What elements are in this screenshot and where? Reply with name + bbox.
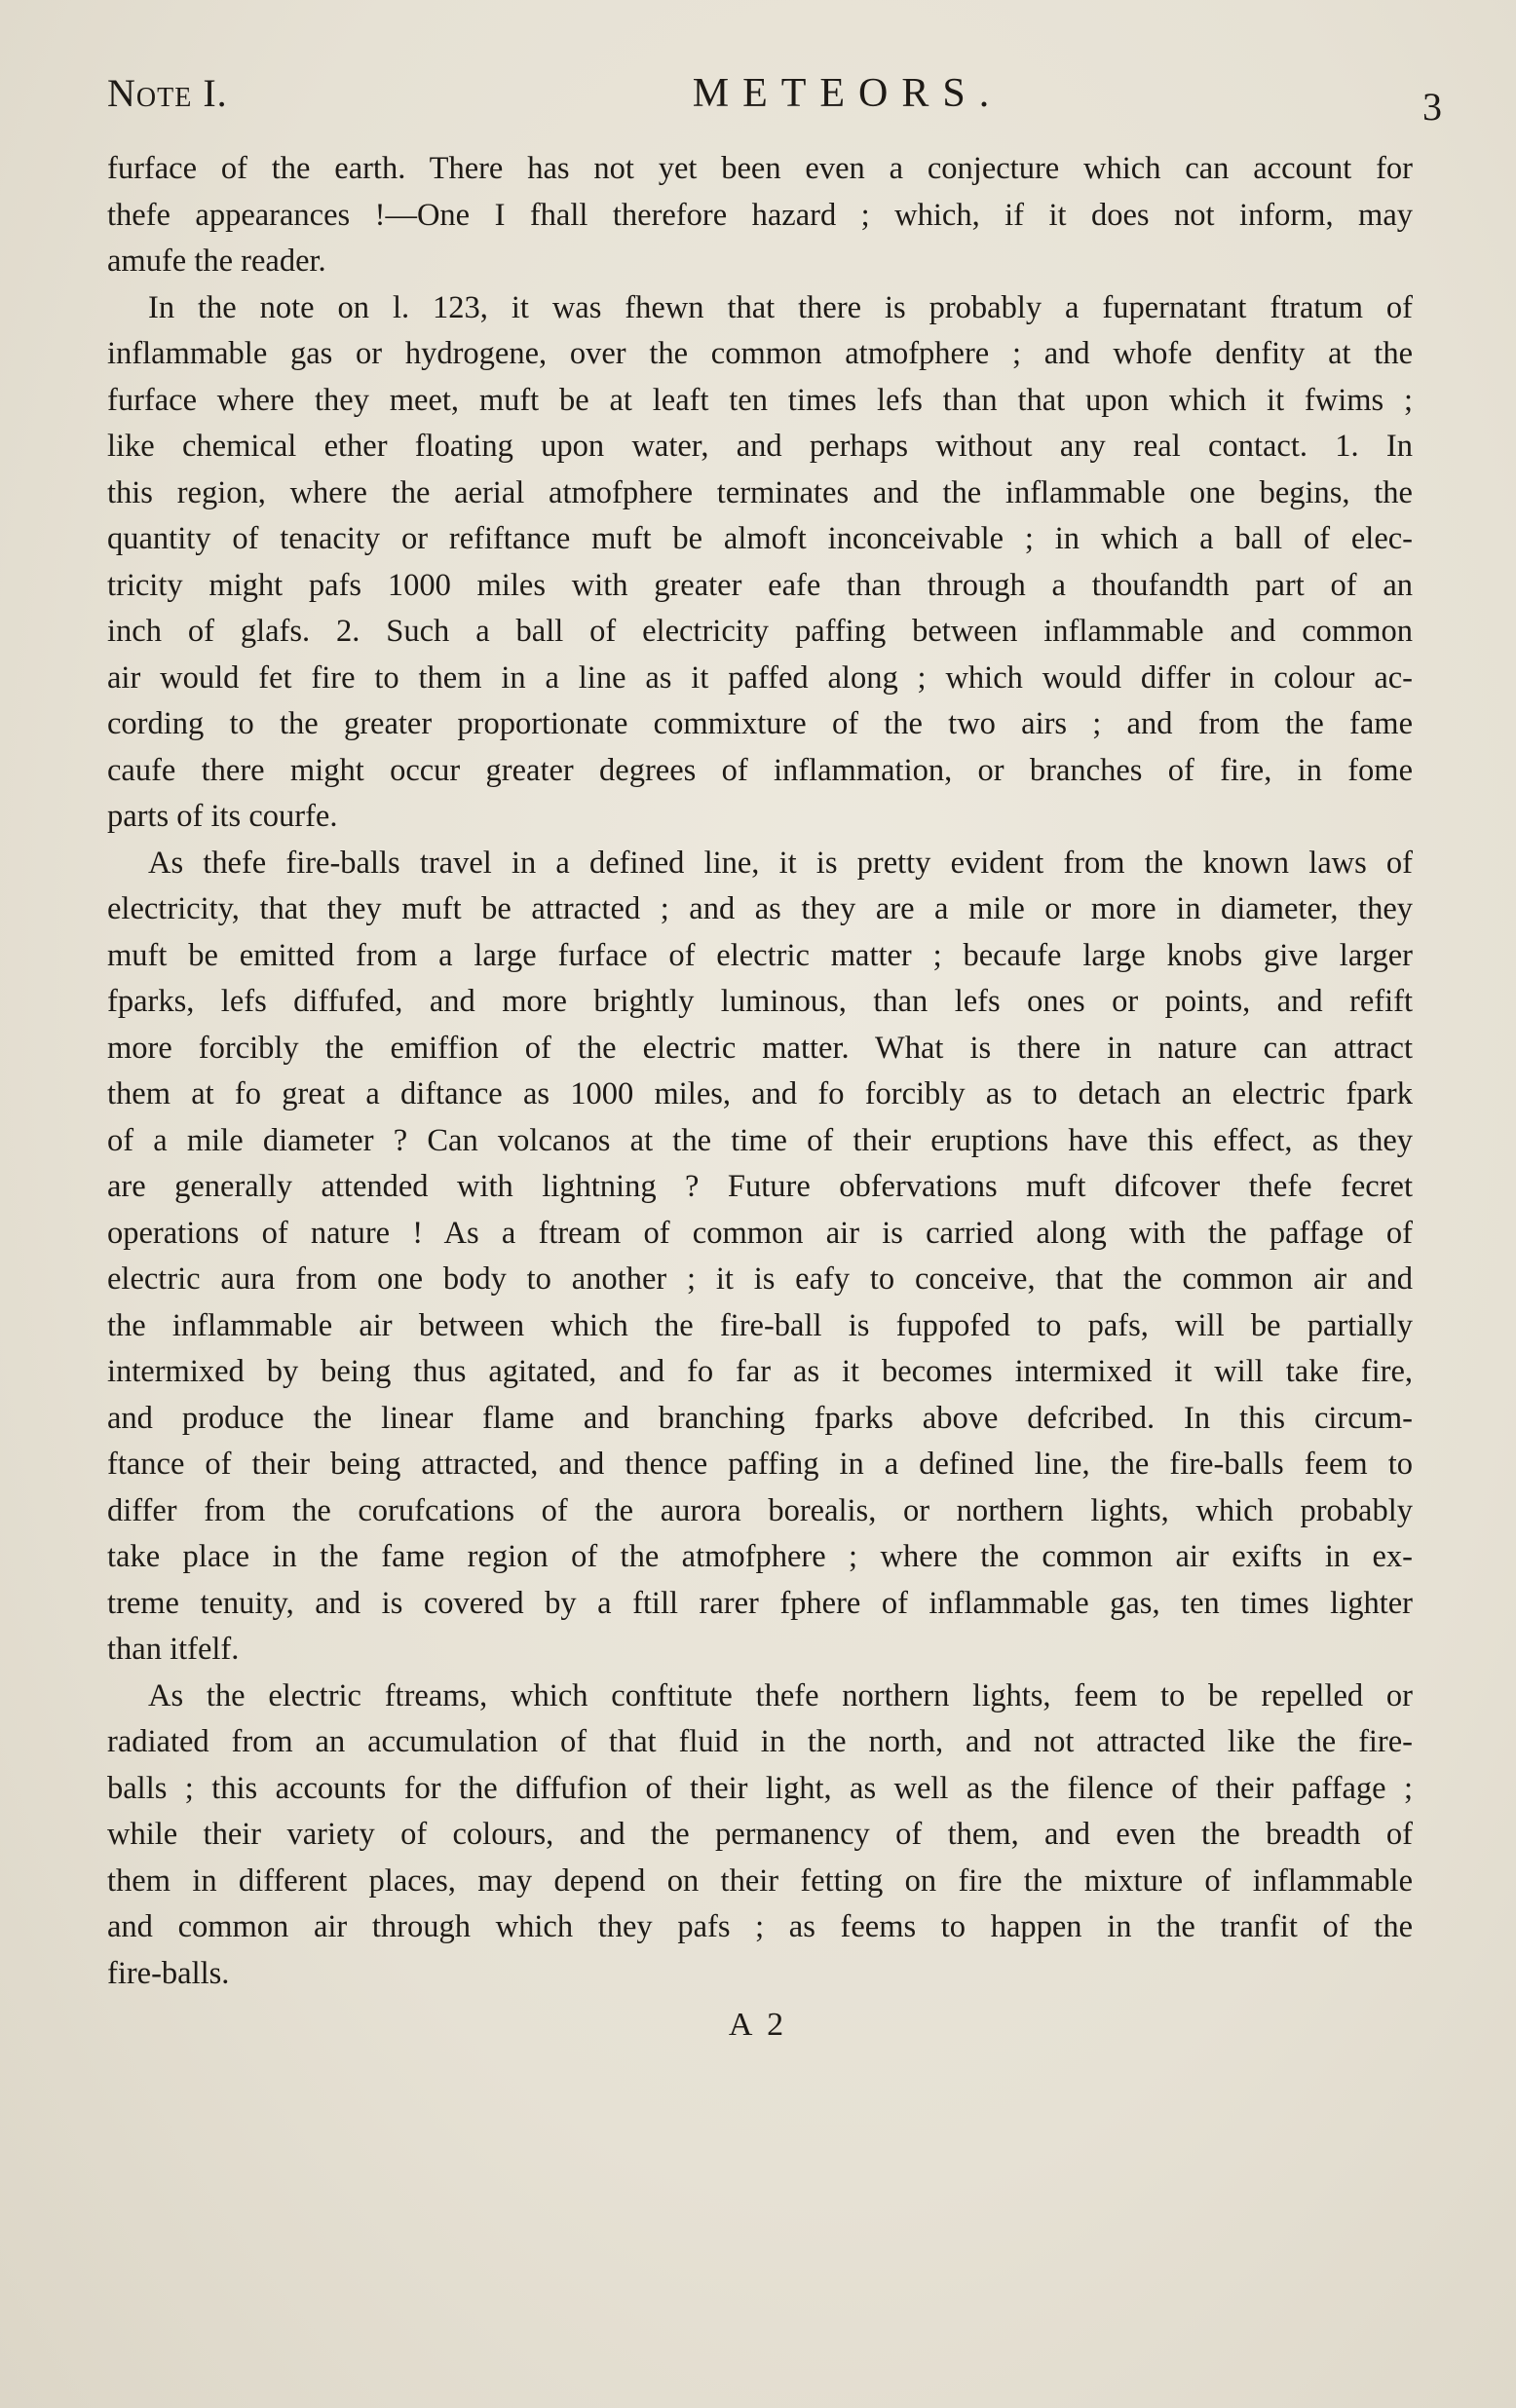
text-line: parts of its courfe.	[107, 799, 338, 834]
text-line: of a mile diameter ? Can volcanos at the time of their eruptions have this effect, as they	[107, 1122, 1413, 1158]
text-line: caufe there might occur greater degrees of inflammation, or branches of fire, in fome	[107, 752, 1413, 788]
text-line: fparks, lefs diffufed, and more brightly luminous, than lefs ones or points, and refift	[107, 984, 1413, 1019]
text-line: As the electric ftreams, which conftitute thefe northern lights, feem to be repelled or	[148, 1677, 1413, 1713]
paragraph	[107, 1674, 1413, 1998]
text-line: radiated from an accumulation of that fluid in the north, and not attracted like the fire-	[107, 1724, 1413, 1759]
text-line: In the note on l. 123, it was fhewn that there is probably a fupernatant ftratum of	[148, 289, 1413, 325]
text-line: and produce the linear flame and branching fparks above defcribed. In this circum-	[107, 1400, 1413, 1436]
signature-mark: A 2	[728, 2007, 788, 2043]
paragraph	[107, 841, 1413, 1674]
text-line: ftance of their being attracted, and thence paffing in a defined line, the fire-balls feem to	[107, 1447, 1413, 1482]
text-line: furface of the earth. There has not yet been even a conjecture which can account for	[107, 151, 1413, 186]
text-line: amufe the reader.	[107, 244, 326, 279]
text-line: electric aura from one body to another ; it is eafy to conceive, that the common air and	[107, 1261, 1413, 1297]
text-line: this region, where the aerial atmofphere terminates and the inflammable one begins, the	[107, 474, 1413, 510]
text-line: and common air through which they pafs ; as feems to happen in the tranfit of the	[107, 1909, 1413, 1944]
text-line: like chemical ether floating upon water, and perhaps without any real contact. 1. In	[107, 429, 1413, 464]
text-line: are generally attended with lightning ? Future obfervations muft difcover thefe fecret	[107, 1169, 1413, 1204]
running-title: METEORS.	[692, 71, 1004, 116]
text-line: take place in the fame region of the atmofphere ; where the common air exifts in ex-	[107, 1539, 1413, 1574]
text-line: thefe appearances !—One I fhall therefore hazard ; which, if it does not inform, may	[107, 197, 1413, 233]
text-line: balls ; this accounts for the diffufion of their light, as well as the filence of their paffage ;	[107, 1770, 1413, 1806]
text-line: fire-balls.	[107, 1955, 230, 1991]
text-line: cording to the greater proportionate commixture of the two airs ; and from the fame	[107, 706, 1413, 741]
note-label: Note I.	[107, 71, 228, 115]
text-line: air would fet fire to them in a line as it paffed along ; which would differ in colour ac-	[107, 659, 1413, 696]
text-line: the inflammable air between which the fire-ball is fuppofed to pafs, will be partially	[107, 1307, 1413, 1343]
page-header	[107, 70, 1442, 129]
text-line: inflammable gas or hydrogene, over the common atmofphere ; and whofe denfity at the	[107, 336, 1413, 371]
text-line: them at fo great a diftance as 1000 miles, and fo forcibly as to detach an electric fpark	[107, 1076, 1413, 1111]
page-number: 3	[1422, 85, 1442, 129]
text-line: while their variety of colours, and the permanency of them, and even the breadth of	[107, 1817, 1413, 1852]
text-line: furface where they meet, muft be at leaft ten times lefs than that upon which it fwims ;	[107, 382, 1413, 418]
text-line: treme tenuity, and is covered by a ftill rarer fphere of inflammable gas, ten times lighter	[107, 1585, 1413, 1621]
text-line: more forcibly the emiffion of the electric matter. What is there in nature can attract	[107, 1030, 1413, 1066]
text-line: intermixed by being thus agitated, and fo far as it becomes intermixed it will take fire,	[107, 1354, 1413, 1389]
body-text	[107, 146, 1413, 1997]
text-line: quantity of tenacity or refiftance muft be almoft inconceivable ; in which a ball of elec-	[107, 521, 1413, 556]
paragraph	[107, 146, 1413, 285]
text-line: muft be emitted from a large furface of electric matter ; becaufe large knobs give larger	[107, 937, 1413, 973]
text-line: As thefe fire-balls travel in a defined line, it is pretty evident from the known laws of	[148, 845, 1413, 881]
text-line: electricity, that they muft be attracted ; and as they are a mile or more in diameter, they	[107, 891, 1413, 926]
text-line: inch of glafs. 2. Such a ball of electricity paffing between inflammable and common	[107, 614, 1413, 649]
text-line: than itfelf.	[107, 1632, 240, 1667]
text-line: differ from the corufcations of the aurora borealis, or northern lights, which probably	[107, 1492, 1413, 1528]
paragraph	[107, 285, 1413, 841]
text-line: operations of nature ! As a ftream of common air is carried along with the paffage of	[107, 1215, 1413, 1251]
text-line: them in different places, may depend on their fetting on fire the mixture of inflammable	[107, 1862, 1413, 1899]
text-line: tricity might pafs 1000 miles with greater eafe than through a thoufandth part of an	[107, 567, 1413, 603]
